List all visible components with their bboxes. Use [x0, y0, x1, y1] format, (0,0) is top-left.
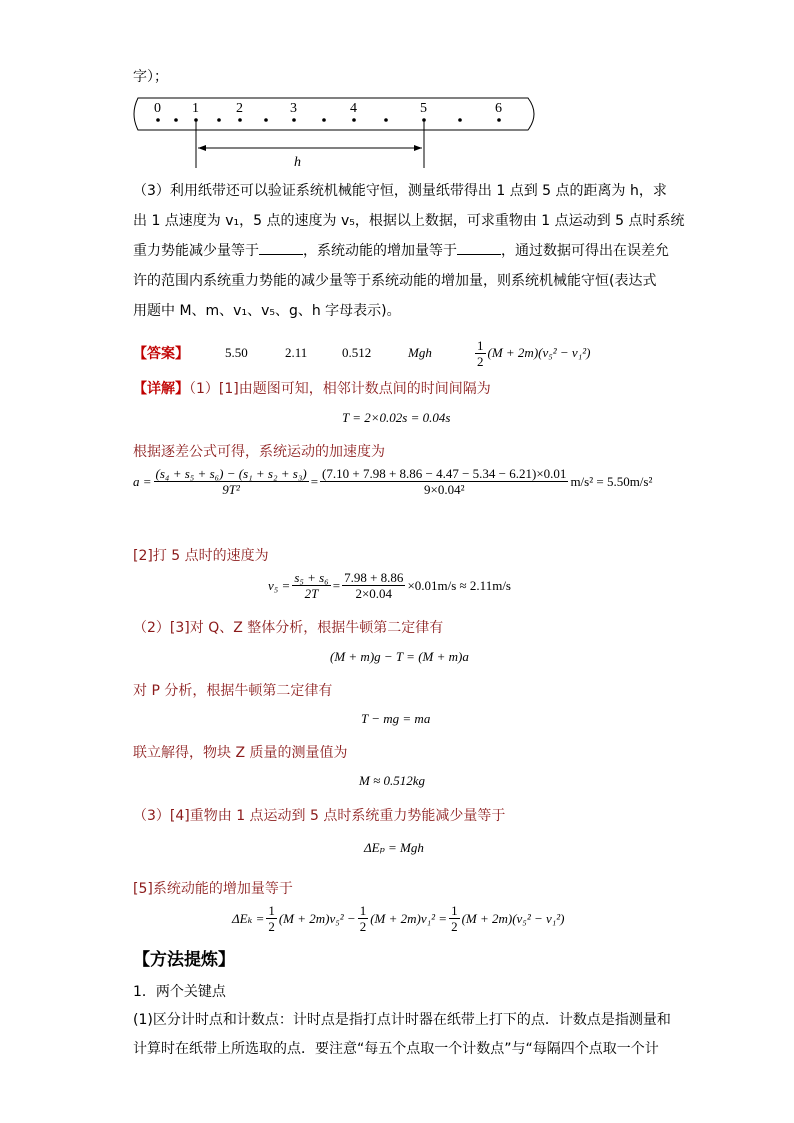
detail-line-3: [2]打 5 点时的速度为 [133, 548, 269, 564]
answer-blank-1 [259, 240, 303, 255]
tape-dots [156, 118, 501, 122]
answer-blank-2 [457, 240, 501, 255]
eq-velocity: v₅ = $\frac{\text{s₅ + s₆}}{2T}$ = $\frac{7.98 + 8.86}{2\times 0.04}$ ×0.01m/s ≈ 2.11m/s [268, 570, 511, 601]
tape-label-6: 6 [495, 101, 502, 116]
eq-acceleration: a = $\frac{\text{(s₄ + s₅ + s₆) − (s₁ + s₂ + s₃)}}{\text{9T²}}$ = $\frac{(7.10 + 7.98 + 8.86 - 4.47 - 5.34 - 6.21)\times 0.01}{\text{9×0.04²}}$ m/s² = 5.50m/s² [133, 466, 653, 497]
q3-line-3: 重力势能减少量等于 ，系统动能的增加量等于 ，通过数据可得出在误差允 [133, 236, 669, 266]
tape-label-5: 5 [420, 101, 427, 116]
h-label: h [294, 155, 301, 170]
tape-label-2: 2 [236, 101, 243, 116]
method-heading: 【方法提炼】 [133, 950, 235, 970]
answer-value-5: (M + 2m)(v₅² − v₁²) [487, 345, 591, 360]
tape-label-1: 1 [192, 101, 199, 116]
eq-QZ: (M + m)g − T = (M + m)a [330, 649, 469, 664]
eq-P: T − mg = ma [361, 711, 431, 726]
text-fragment: 字）； [133, 69, 168, 85]
tape-label-3: 3 [290, 101, 297, 116]
eq-Ek: ΔEₖ = $\frac{1}{2}$ (M + 2m)v₅² − $\frac{1}{2}$ (M + 2m)v₁² = $\frac{1}{2}$ (M + 2m)(v₅² − v₁²) [232, 903, 565, 934]
answer-label: 【答案】 [133, 346, 189, 362]
detail-line-6: 联立解得，物块 Z 质量的测量值为 [133, 745, 348, 761]
half-fraction: $\frac{1}{2}$ [477, 337, 484, 369]
detail-line-2: 根据逐差公式可得，系统运动的加速度为 [133, 444, 385, 460]
q3-line-2: 出 1 点速度为 v₁，5 点的速度为 v₅，根据以上数据，可求重物由 1 点运动到 5 点时系统 [133, 213, 685, 229]
eq-Ep: ΔEₚ = Mgh [364, 840, 424, 855]
answer-value-2: 2.11 [285, 345, 308, 360]
answer-value-3: 0.512 [342, 345, 372, 360]
detail-line-5: 对 P 分析，根据牛顿第二定律有 [133, 683, 333, 699]
method-para-line-1: (1)区分计时点和计数点：计时点是指打点计时器在纸带上打下的点．计数点是指测量和 [133, 1012, 671, 1028]
q3-line-5: 用题中 M、m、v₁、v₅、g、h 字母表示)。 [133, 303, 401, 319]
q3-line-1: （3）利用纸带还可以验证系统机械能守恒，测量纸带得出 1 点到 5 点的距离为 h，求 [133, 183, 667, 199]
method-item-1: 1．两个关键点 [133, 984, 226, 1000]
answer-value-4: Mgh [408, 345, 432, 360]
detail-line-8: [5]系统动能的增加量等于 [133, 881, 293, 897]
detail-line-1: 【详解】（1）[1]由题图可知，相邻计数点间的时间间隔为 [133, 381, 491, 397]
detail-label: 【详解】 [133, 381, 189, 397]
detail-line-4: （2）[3]对 Q、Z 整体分析，根据牛顿第二定律有 [133, 620, 444, 636]
detail-line-7: （3）[4]重物由 1 点运动到 5 点时系统重力势能减少量等于 [133, 808, 506, 824]
answer-row [133, 336, 590, 370]
eq-M: M ≈ 0.512kg [359, 773, 425, 788]
method-para-line-2: 计算时在纸带上所选取的点．要注意“每五个点取一个计数点”与“每隔四个点取一个计 [133, 1041, 659, 1057]
answer-value-1: 5.50 [225, 345, 248, 360]
eq-time-interval: T = 2×0.02s = 0.04s [342, 410, 451, 425]
q3-line-4: 许的范围内系统重力势能的减少量等于系统动能的增加量，则系统机械能守恒(表达式 [133, 273, 657, 289]
paper-tape-figure [128, 92, 538, 172]
tape-label-0: 0 [154, 101, 161, 116]
tape-label-4: 4 [350, 101, 357, 116]
